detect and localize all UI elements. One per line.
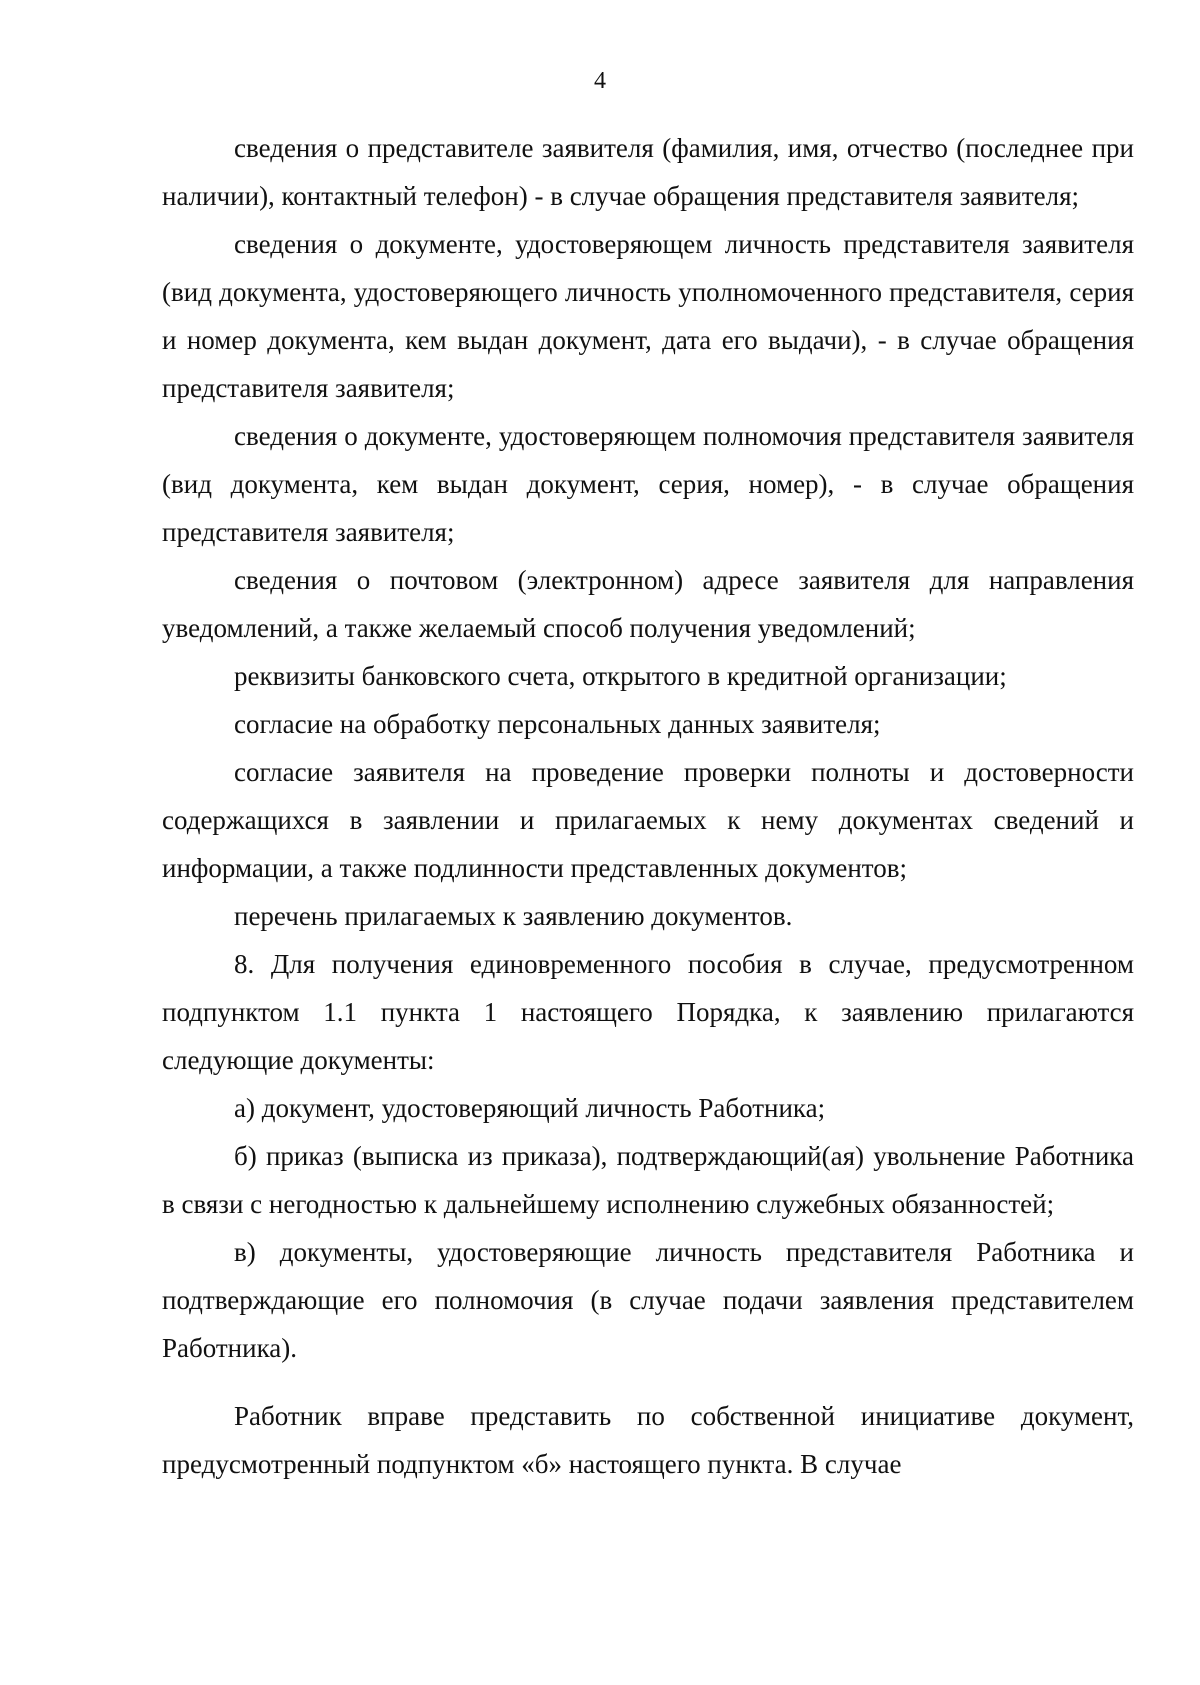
paragraph-representative-info: сведения о представителе заявителя (фамилия, имя, отчество (последнее при наличии), контактный телефон) - в случае обращения представителя заявителя; (162, 133, 1134, 211)
paragraph-item-8: 8. Для получения единовременного пособия в случае, предусмотренном подпунктом 1.1 пункта 1 настоящего Порядка, к заявлению прилагаются следующие документы: (162, 949, 1134, 1075)
page-number: 4 (594, 68, 606, 94)
paragraph-representative-authority-document: сведения о документе, удостоверяющем полномочия представителя заявителя (вид документа, кем выдан документ, серия, номер), - в случае обращения представителя заявителя; (162, 421, 1134, 547)
paragraph-postal-address: сведения о почтовом (электронном) адресе заявителя для направления уведомлений, а также желаемый способ получения уведомлений; (162, 565, 1134, 643)
paragraph-bank-details: реквизиты банковского счета, открытого в кредитной организации; (234, 661, 1007, 691)
paragraph-representative-id-document: сведения о документе, удостоверяющем личность представителя заявителя (вид документа, удостоверяющего личность уполномоченного представителя, серия и номер документа, кем выдан документ, дата его выдачи), - в случае обращения представителя заявителя; (162, 229, 1134, 403)
paragraph-item-a: а) документ, удостоверяющий личность Работника; (234, 1093, 826, 1123)
paragraph-item-b: б) приказ (выписка из приказа), подтверждающий(ая) увольнение Работника в связи с негодностью к дальнейшему исполнению служебных обязанностей; (162, 1141, 1134, 1219)
paragraph-verification-consent: согласие заявителя на проведение проверки полноты и достоверности содержащихся в заявлении и прилагаемых к нему документах сведений и информации, а также подлинности представленных документов; (162, 757, 1134, 883)
paragraph-item-v: в) документы, удостоверяющие личность представителя Работника и подтверждающие его полномочия (в случае подачи заявления представителем Работника). (162, 1237, 1134, 1363)
document-body (162, 124, 1134, 1488)
paragraph-personal-data-consent: согласие на обработку персональных данных заявителя; (234, 709, 881, 739)
paragraph-own-initiative: Работник вправе представить по собственной инициативе документ, предусмотренный подпунктом «б» настоящего пункта. В случае (162, 1401, 1134, 1479)
paragraph-attachments-list: перечень прилагаемых к заявлению документов. (234, 901, 793, 931)
